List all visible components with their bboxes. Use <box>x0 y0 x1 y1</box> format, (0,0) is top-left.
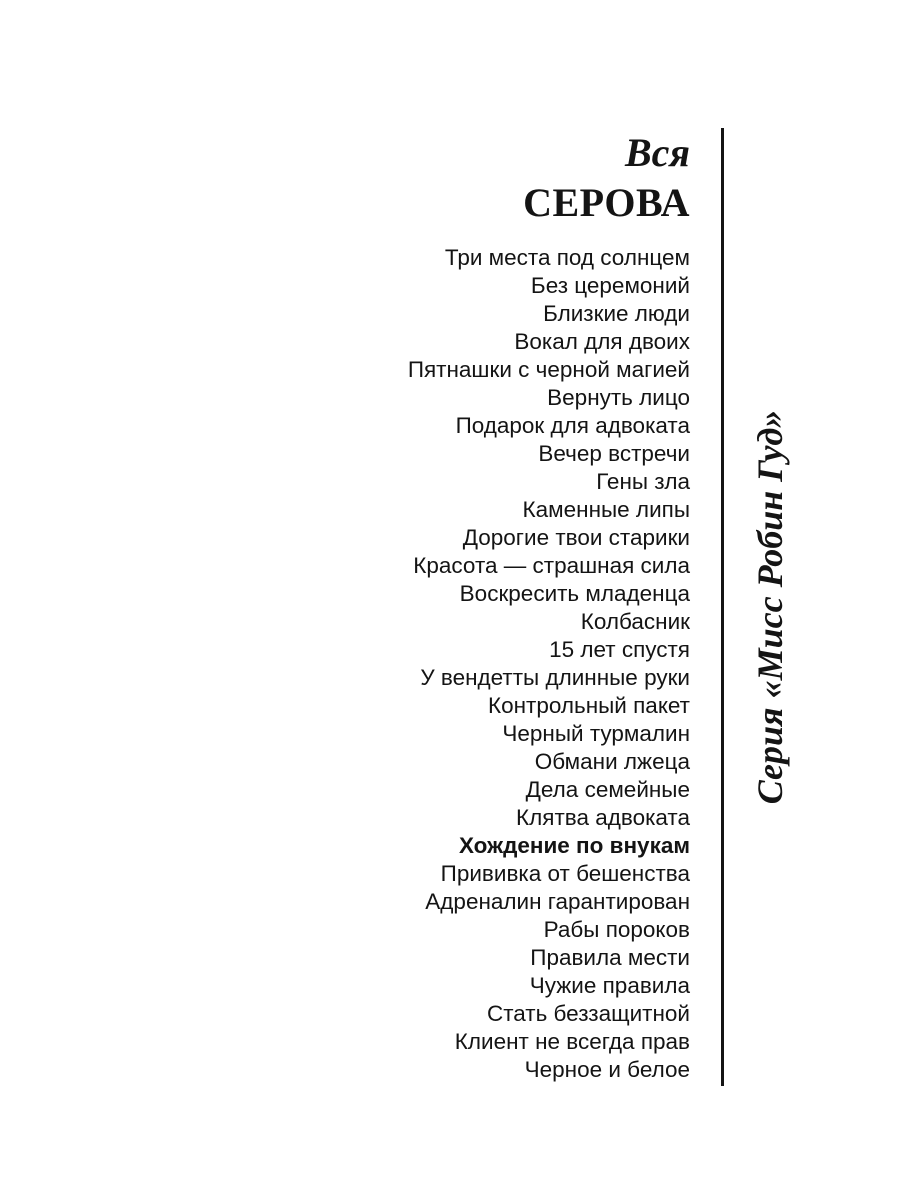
header-word: Вся <box>624 130 690 175</box>
book-title: Адреналин гарантирован <box>425 889 690 914</box>
book-title: Чужие правила <box>529 973 690 998</box>
book-titles-list <box>408 244 690 1084</box>
book-title: Рабы пороков <box>543 917 690 942</box>
book-title: Прививка от бешенства <box>440 861 690 886</box>
book-title: 15 лет спустя <box>549 637 690 662</box>
series-label: Серия «Мисс Робин Гуд» <box>750 409 790 805</box>
book-title: Красота — страшная сила <box>413 553 690 578</box>
book-title: Дорогие твои старики <box>462 525 690 550</box>
book-title: Клиент не всегда прав <box>454 1029 690 1054</box>
book-title: Воскресить младенца <box>459 581 690 606</box>
book-title-current: Хождение по внукам <box>458 833 690 858</box>
book-title: Колбасник <box>580 609 690 634</box>
book-title: Правила мести <box>530 945 690 970</box>
book-title: У вендетты длинные руки <box>420 665 690 690</box>
book-title: Каменные липы <box>522 497 690 522</box>
book-title: Гены зла <box>596 469 690 494</box>
book-title: Подарок для адвоката <box>455 413 690 438</box>
book-title: Обмани лжеца <box>534 749 690 774</box>
book-title: Вернуть лицо <box>547 385 690 410</box>
page-header <box>523 126 690 226</box>
book-title: Три места под солнцем <box>444 245 690 270</box>
book-title: Близкие люди <box>543 301 690 326</box>
book-title: Дела семейные <box>525 777 690 802</box>
book-title: Черное и белое <box>524 1057 690 1082</box>
book-title: Черный турмалин <box>502 721 690 746</box>
book-title: Вокал для двоих <box>514 329 690 354</box>
author-name: СЕРОВА <box>523 180 690 225</box>
book-title: Стать беззащитной <box>486 1001 690 1026</box>
book-title: Вечер встречи <box>538 441 690 466</box>
vertical-divider <box>721 128 724 1086</box>
book-title: Пятнашки с черной магией <box>407 357 690 382</box>
book-title: Без церемоний <box>530 273 690 298</box>
book-title: Клятва адвоката <box>516 805 690 830</box>
book-title: Контрольный пакет <box>487 693 690 718</box>
